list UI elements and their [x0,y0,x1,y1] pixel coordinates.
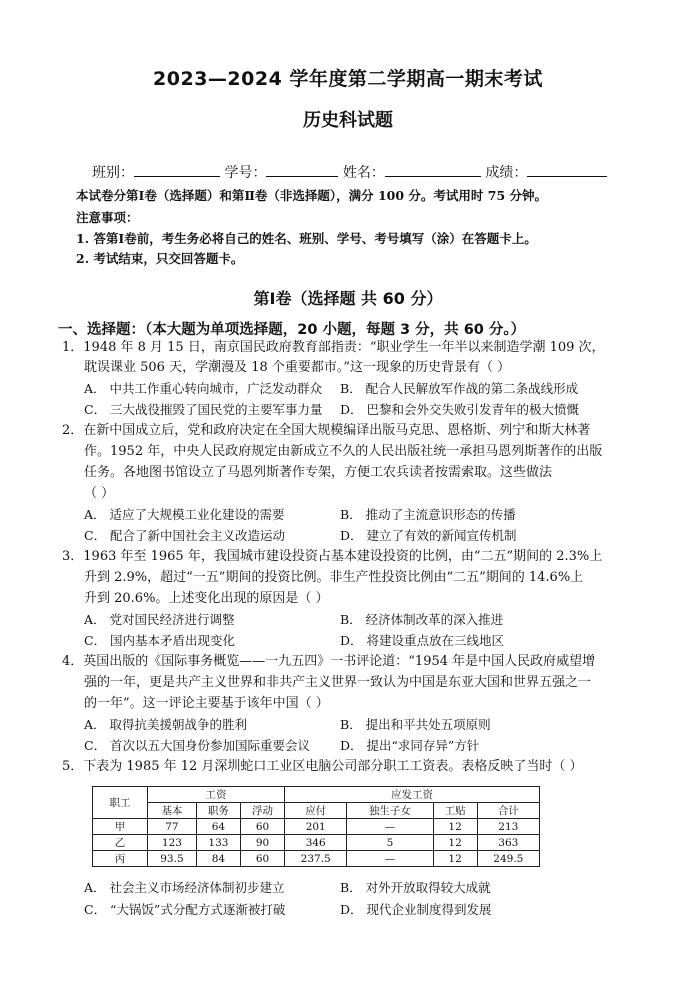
subject-title: 历史科试题 [303,110,393,131]
q3-line-2: 升到 2.9%，超过“一五”期间的投资比例。非生产性投资比例由“二五”期间的 14.6%上 [84,570,584,585]
table-cell: 5 [347,835,433,851]
table-cell: 60 [240,819,284,835]
table-row [93,851,540,867]
q1-option-a[interactable]: A． 中共工作重心转向城市，广泛发动群众 [84,381,323,396]
q4-line-1: 4．英国出版的《国际事务概览——一九五四》一书评论道：“1954 年是中国人民政府威望增 [62,654,596,669]
table-cell: 213 [477,819,539,835]
col-subsidy: 工贴 [433,803,477,819]
student-info-row [92,162,607,182]
q2-line-2: 作。1952 年，中央人民政府规定由新成立不久的人民出版社统一承担马恩列斯著作的出版 [84,444,603,459]
q2-line-4: （ ） [84,486,115,501]
table-cell: 12 [433,851,477,867]
table-cell: 123 [148,835,197,851]
q3-option-b[interactable]: B． 经济体制改革的深入推进 [340,612,504,627]
q3-option-a[interactable]: A． 党对国民经济进行调整 [84,612,235,627]
note-2: 2. 考试结束，只交回答题卡。 [76,251,244,266]
exam-intro: 本试卷分第Ⅰ卷（选择题）和第Ⅱ卷（非选择题），满分 100 分。考试用时 75 分钟。 [76,188,548,203]
q3-option-c[interactable]: C． 国内基本矛盾出现变化 [84,633,236,648]
q5-option-a[interactable]: A． 社会主义市场经济体制初步建立 [84,880,285,895]
table-header-row [93,787,540,803]
q3-line-3: 升到 20.6%。上述变化出现的原因是（ ） [84,591,329,606]
row-name: 乙 [93,835,148,851]
q5-option-b[interactable]: B． 对外开放取得较大成就 [340,880,491,895]
col-payable: 应付 [285,803,347,819]
note-1: 1. 答第Ⅰ卷前，考生务必将自己的姓名、班别、学号、考号填写（涂）在答题卡上。 [76,231,537,246]
q4-line-2: 强的一年，更是共产主义世界和非共产主义世界一致认为中国是东亚大国和世界五强之一 [84,675,592,690]
table-row [93,835,540,851]
table-cell: 249.5 [477,851,539,867]
q3-option-d[interactable]: D． 将建设重点放在三线地区 [340,633,504,648]
id-label: 学号： [224,165,267,181]
q1-option-d[interactable]: D． 巴黎和会外交失败引发青年的极大愤慨 [340,402,579,417]
table-cell: 12 [433,835,477,851]
exam-title: 2023—2024 学年度第二学期高一期末考试 [153,68,543,90]
notes-title: 注意事项： [76,210,139,225]
table-cell: — [347,819,433,835]
q2-option-c[interactable]: C． 配合了新中国社会主义改造运动 [84,528,286,543]
q4-line-3: 的一年”。这一评论主要基于该年中国（ ） [84,696,329,711]
q5-option-d[interactable]: D． 现代企业制度得到发展 [340,902,492,917]
q4-option-b[interactable]: B． 提出和平共处五项原则 [340,717,491,732]
table-cell: 237.5 [285,851,347,867]
pay-group-header: 应发工资 [285,787,540,803]
q3-line-1: 3．1963 年至 1965 年，我国城市建设投资占基本建设投资的比例，由“二五”期间的 2.3%上 [62,549,603,564]
q1-line-2: 耽误课业 506 天，学潮漫及 18 个重要都市。”这一现象的历史背景有（ ） [84,360,511,375]
table-subheader-row [93,803,540,819]
q2-line-1: 2．在新中国成立后，党和政府决定在全国大规模编译出版马克思、恩格斯、列宁和斯大林著 [62,423,591,438]
table-cell: 64 [196,819,240,835]
staff-header: 职工 [93,787,148,819]
wage-table [92,786,540,867]
name-label: 姓名： [342,165,385,181]
q1-option-c[interactable]: C． 三大战役摧毁了国民党的主要军事力量 [84,402,323,417]
col-only-child: 独生子女 [347,803,433,819]
col-floating: 浮动 [240,803,284,819]
score-blank[interactable] [527,162,607,177]
section-heading: 一、选择题：（本大题为单项选择题，20 小题，每题 3 分，共 60 分。） [58,322,526,338]
row-name: 丙 [93,851,148,867]
q2-line-3: 任务。各地图书馆设立了马恩列斯著作专架，方便工农兵读者按需索取。这些做法 [84,465,553,480]
col-basic: 基本 [148,803,197,819]
q5-option-c[interactable]: C． “大锅饭”式分配方式逐渐被打破 [84,902,286,917]
q2-option-a[interactable]: A． 适应了大规模工业化建设的需要 [84,507,285,522]
table-cell: 201 [285,819,347,835]
id-blank[interactable] [266,162,338,177]
table-cell: 84 [196,851,240,867]
name-blank[interactable] [385,162,481,177]
table-cell: 60 [240,851,284,867]
wage-group-header: 工资 [148,787,285,803]
q2-option-b[interactable]: B． 推动了主流意识形态的传播 [340,507,516,522]
col-total: 合计 [477,803,539,819]
table-row [93,819,540,835]
table-cell: 133 [196,835,240,851]
q1-option-b[interactable]: B． 配合人民解放军作战的第二条战线形成 [340,381,579,396]
q4-option-d[interactable]: D． 提出“求同存异”方针 [340,738,480,753]
part1-title: 第Ⅰ卷（选择题 共 60 分） [253,289,443,308]
table-cell: 363 [477,835,539,851]
table-cell: — [347,851,433,867]
q1-line-1: 1．1948 年 8 月 15 日，南京国民政府教育部指责：“职业学生一年半以来制造学潮 109 次， [62,340,605,355]
table-cell: 12 [433,819,477,835]
table-cell: 346 [285,835,347,851]
q2-option-d[interactable]: D． 建立了有效的新闻宣传机制 [340,528,517,543]
class-blank[interactable] [134,162,220,177]
col-position: 职务 [196,803,240,819]
q4-option-a[interactable]: A． 取得抗美援朝战争的胜利 [84,717,248,732]
class-label: 班别： [92,165,134,181]
table-cell: 77 [148,819,197,835]
table-cell: 93.5 [148,851,197,867]
q5-line-1: 5．下表为 1985 年 12 月深圳蛇口工业区电脑公司部分职工工资表。表格反映了当时（ ） [62,759,583,774]
row-name: 甲 [93,819,148,835]
score-label: 成绩： [485,165,528,181]
q4-option-c[interactable]: C． 首次以五大国身份参加国际重要会议 [84,738,311,753]
table-cell: 90 [240,835,284,851]
